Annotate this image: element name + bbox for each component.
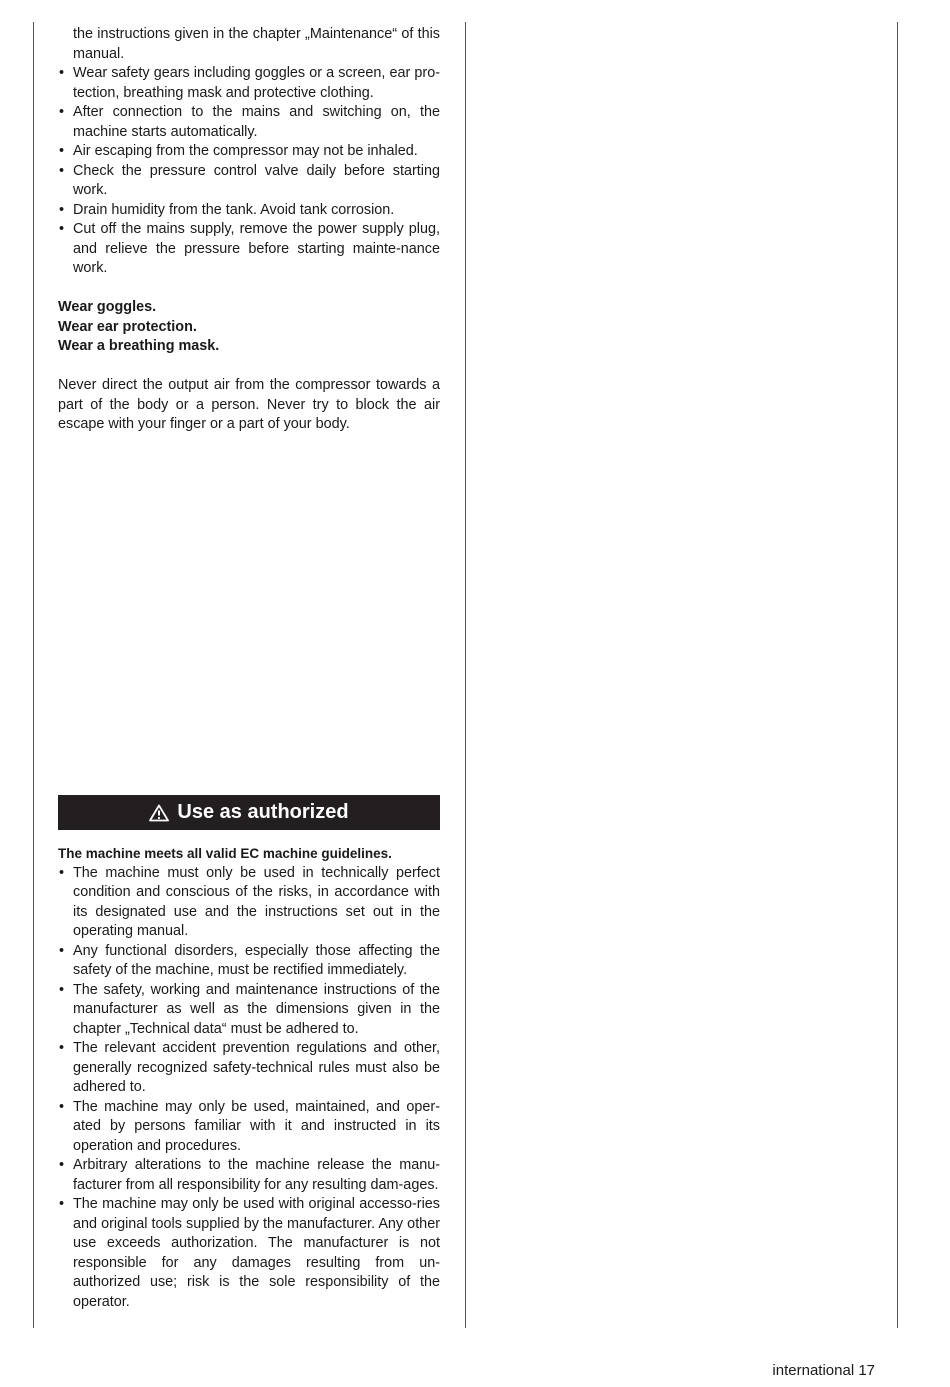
list-item: • Any functional disorders, especially those affecting the safety of the machine, must be rectified immediately. [58, 942, 440, 981]
list-item: • Wear safety gears including goggles or a screen, ear pro-tection, breathing mask and protective clothing. [58, 64, 440, 103]
list-item: • Drain humidity from the tank. Avoid tank corrosion. [58, 201, 440, 221]
list-item: • Arbitrary alterations to the machine release the manu-facturer from all responsibility for any resulting dam-ages. [58, 1156, 440, 1195]
right-margin-rule [897, 22, 898, 1328]
safety-list [58, 25, 440, 279]
list-item: • Cut off the mains supply, remove the power supply plug, and relieve the pressure before starting mainte-nance work. [58, 220, 440, 279]
list-item: • The machine must only be used in technically perfect condition and conscious of the risks, in accordance with its designated use and the instructions set out in the operating manual. [58, 864, 440, 942]
list-item: • The safety, working and maintenance instructions of the manufacturer as well as the dimensions given in the chapter „Technical data“ must be adhered to. [58, 981, 440, 1040]
section-heading-banner [58, 795, 440, 830]
left-margin-rule [33, 22, 34, 1328]
warning-paragraph-block [58, 376, 440, 435]
authorized-use-section [58, 844, 440, 1312]
warning-paragraph: Never direct the output air from the compressor towards a part of the body or a person. Never try to block the air escape with your finger or a part of your body. [58, 377, 440, 432]
list-item: • The machine may only be used with original accesso-ries and original tools supplied by the manufacturer. Any other use exceeds authorization. The manufacturer is not responsible for any damages resulting from un-authorized use; risk is the sole responsibility of the operator. [58, 1195, 440, 1312]
page-footer: international 17 [772, 1362, 875, 1379]
ppe-ear-protection: Wear ear protection. [58, 318, 197, 335]
column-divider-rule [465, 22, 466, 1328]
list-item: • The machine may only be used, maintained, and oper-ated by persons familiar with it and instructed in its operation and procedures. [58, 1098, 440, 1157]
list-item: • The relevant accident prevention regulations and other, generally recognized safety-technical rules must also be adhered to. [58, 1039, 440, 1098]
list-item: • After connection to the mains and switching on, the machine starts automatically. [58, 103, 440, 142]
ppe-breathing-mask: Wear a breathing mask. [58, 338, 220, 354]
section-intro: The machine meets all valid EC machine guidelines. [58, 846, 392, 861]
top-section [58, 25, 440, 279]
list-item: the instructions given in the chapter „Maintenance“ of this manual. [73, 26, 440, 62]
warning-triangle-icon [149, 804, 169, 822]
ppe-block [58, 298, 440, 357]
authorized-use-list [58, 864, 440, 1313]
list-item: • Air escaping from the compressor may not be inhaled. [58, 142, 440, 162]
list-item: • Check the pressure control valve daily before starting work. [58, 162, 440, 201]
section-heading: Use as authorized [177, 801, 349, 823]
ppe-goggles: Wear goggles. [58, 299, 157, 315]
